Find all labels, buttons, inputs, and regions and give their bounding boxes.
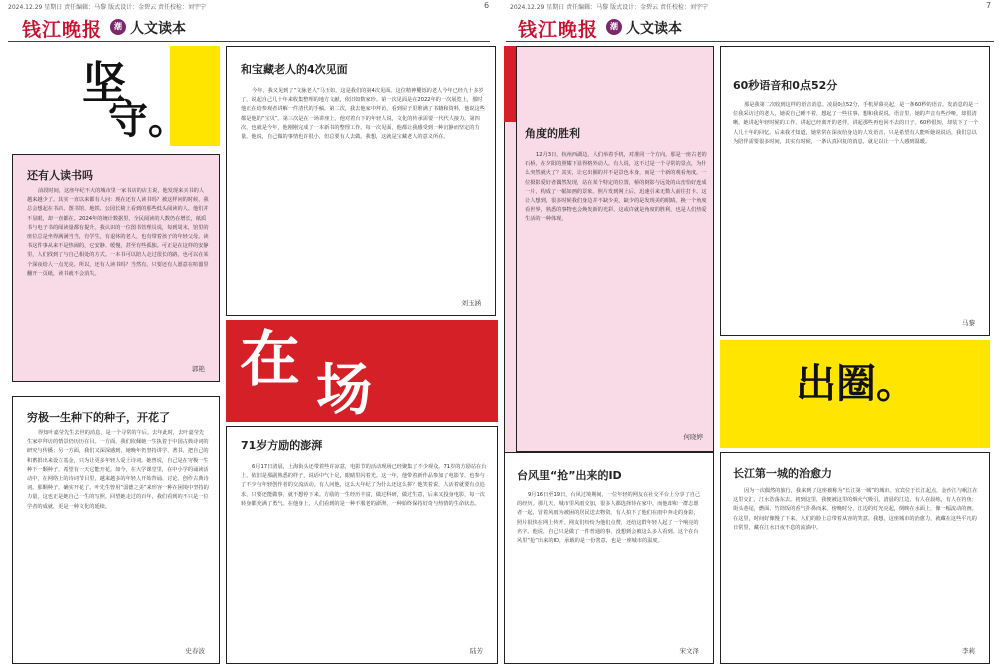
article-seed-title: 穷极一生种下的种子，开花了 (27, 411, 170, 424)
article-voice (720, 46, 990, 336)
right-brand-logo: 钱江晚报 (518, 19, 599, 41)
article-old-man-author: 刘玉涵 (461, 299, 481, 307)
article-old-man (226, 46, 496, 316)
article-kite (720, 452, 990, 664)
article-perspective (516, 46, 714, 452)
right-section-badge-icon: 潮 (606, 19, 622, 35)
left-section-title: 人文读本 (130, 21, 186, 37)
article-seed (12, 396, 220, 664)
big-word-zai: 在 (240, 325, 300, 395)
left-page-header: 2024.12.29 星期日 责任编辑：马黎 版式设计：金碧云 责任校检：刘宇宁 (8, 4, 206, 11)
article-perspective-body: 12月3日，杭州西湖边，人们举着手机，对准同一个方向。那是一座古老的石桥，在夕阳的照耀下显得格外动人。有人说，这不过是一个寻常的景点，为什么突然就火了？其实，让它出圈的并不是景色本身，而是一个新的观看角度。一位摄影爱好者偶然发现，站在某个特定的位置，桥的倒影与远处的山峦恰好连成一片，构成了一幅如画的景象。照片发到网上后，迅速引来无数人前往打卡。这让人想到，很多时候我们身边并不缺少美，缺少的是发现美的眼睛。换一个角度看世界，熟悉的事物也会焕发新的光彩。这或许就是角度的胜利，也是人们热爱生活的一种体现。 (525, 152, 707, 223)
article-typhoon-title: 台风里“抢”出来的ID (517, 469, 622, 482)
article-horn-title: 71岁方励的澎湃 (241, 439, 323, 452)
article-seed-body: 得知叶嘉莹先生去世的消息，是一个寻常的午后。去年此时，去叶嘉莹先生家中拜访的情景仍历历在目。一方面，我们钦佩她一生执着于中国古典诗词的研究与传播；另一方面，我们又深深感到，她晚年仍坚持讲学、著书，把自己的积蓄捐出来设立基金，只为让更多年轻人爱上诗词。她曾说，自己是在穷极一生种下一颗种子，希望有一天它能开花。如今，在大学课堂里，在中小学的诵读活动中，在网络上的诗词节目里，越来越多的年轻人开始背诵、讨论、创作古典诗词。那颗种子，确实开花了。叶先生曾用“弱德之美”来形容一种在困境中坚持的力量，这也正是她自己一生的写照。回望她走过的百年，我们看到的不只是一位学者的成就，更是一种文化的延续。 (27, 430, 209, 510)
right-page-header: 2024.12.29 星期日 责任编辑：马黎 版式设计：金碧云 责任校检：刘宇宁 (510, 4, 708, 11)
article-voice-title: 60秒语音和0点52分 (733, 79, 838, 92)
big-word-jian: 坚 (82, 58, 126, 109)
article-voice-author: 马黎 (962, 319, 975, 327)
left-header-rule (8, 41, 490, 42)
article-perspective-author: 何晓婷 (683, 433, 703, 441)
article-readers (12, 154, 220, 382)
right-header-rule (506, 41, 994, 42)
article-readers-body: 前段时间，这座年纪不大的城市里一家书店的店主说，他发现来买书的人越来越少了。其实一直以来都有人问：现在还有人读书吗？被这样问的时候，我总会想起在书店、图书馆、地铁、公园长椅上看到的那些低头阅读的人。他们并不显眼，却一直都在。2024年的统计数据里，全民阅读的人数仍在增长，纸质书与电子书的阅读量都有提升。我认识的一位图书管理员说，每到周末，馆里的座位总是坐得满满当当，有学生，有退休的老人，也有带着孩子的年轻父母。读书这件事从来不是热闹的，它安静、缓慢，甚至有些孤独。可正是在这样的安静里，人们找到了与自己相处的方式。一本书可以陪人走过很长的路，也可以在某个深夜给人一点光亮。所以，还有人读书吗？当然有。只要还有人愿意在喧嚣里翻开一页纸，读书就不会消失。 (27, 188, 209, 277)
left-page-number: 6 (484, 1, 490, 10)
right-red-strip (504, 46, 516, 122)
article-typhoon-author: 宋文泽 (679, 647, 699, 655)
article-kite-body: 因为一次偶然的旅行，我来到了这座被称为“长江第一城”的城市。宜宾位于长江起点，金沙江与岷江在这里交汇，江水浩荡东去。初到这里，我便被这里的烟火气吸引。清晨的江边，有人在晨练，有人在钓鱼；街头巷尾，燃面、竹筒饭的香气扑鼻而来。傍晚时分，江边的灯光亮起，倒映在水面上，像一幅流动的画。在这里，时间好像慢了下来，人们的脸上总带着从容的笑意。我想，这座城市的治愈力，就藏在这些平凡的日常里，藏在江水日夜不息的流淌中。 (733, 488, 978, 531)
article-readers-title: 还有人读书吗 (27, 169, 93, 182)
article-perspective-title: 角度的胜利 (525, 127, 580, 140)
article-kite-title: 长江第一城的治愈力 (733, 467, 832, 480)
big-word-chuquan: 出圈。 (796, 360, 916, 407)
left-brand-logo: 钱江晚报 (22, 19, 103, 41)
article-horn-body: 6月17日清晨，上海街头还带着些许凉意，电影节的活动现场已经聚集了不少观众。71岁的方励站在台上，依旧是那副熟悉的样子，说话中气十足，眼睛里闪着光。这一年，他带着新作品参加了电影节，也参与了不少与年轻创作者的交流活动。有人问他，这么大年纪了为什么还这么拼？他笑着说，人活着就要有点追求，只要还能做事，就不想停下来。方励的一生经历丰富，做过科研，做过生意，后来又投身电影，每一次转身都充满了勇气。在他身上，人们看到的是一种不服老的澎湃，一种始终保持好奇与热情的生命状态。 (241, 464, 487, 507)
article-horn-author: 陆芳 (470, 647, 483, 655)
big-word-shou: 守。 (108, 96, 188, 143)
article-typhoon-body: 9月16日至19日，台风过境期间，一位年轻的网友在社交平台上分享了自己的经历。那几天，城市里风雨交加，很多人都选择待在家中。而他却和一群志愿者一起，冒着风雨为被困的居民送去物资。有人拍下了他们在雨中奔走的身影，照片很快在网上传开。网友们纷纷为他们点赞，还给这群年轻人起了一个响亮的名字。他说，自己只是做了一件普通的事，没想到会被这么多人看到。这个在台风里“抢”出来的ID，承载的是一份善意，也是一座城市的温度。 (517, 492, 701, 545)
big-word-chang: 场 (316, 357, 372, 423)
article-seed-author: 史春波 (185, 647, 205, 655)
right-pink-panel (504, 122, 516, 452)
article-readers-author: 郭艳 (192, 365, 205, 373)
article-voice-body: 那是我第二次收到这样的语音消息。凌晨0点52分，手机屏幕亮起，是一条60秒的语音。发消息的是一位我采访过的老人，她说自己睡不着，想起了一些往事，想和我说说。语音里，她的声音有些沙哑，却很清晰。她讲起年轻时候的工作，讲起已经离开的老伴，讲起那些再也回不去的日子。60秒很短，却装下了一个人几十年的回忆。后来我才知道，她常常在深夜给身边的人发语音，只是希望有人能听她说说话。我们总以为陪伴需要很多时间，其实有时候，一条认真回复的消息，就足以让一个人感到温暖。 (733, 102, 979, 145)
article-horn (226, 426, 498, 664)
right-section-title: 人文读本 (626, 21, 682, 37)
article-old-man-title: 和宝藏老人的4次见面 (241, 63, 348, 76)
article-old-man-body: 今年，我又见到了“文脉老人”马玉如。这是我们的第4次见面。这位精神矍铄的老人今年已经九十多岁了，说起自己几十年来收集整理的地方文献，依旧如数家珍。第一次见面是在2022年的一次展览上，那时他正在给参观者讲解一件清代的手稿。第二次，我去他家中拜访，看到屋子里堆满了书籍和资料，他说这些都是他的“宝贝”。第三次是在一场讲座上，他对着台下的年轻人说，文化的传承需要一代代人接力。第四次，也就是今年，他刚刚完成了一本新书的整理工作。每一次见面，他都让我感受到一种沉静而坚定的力量。他说，自己做的事情也许很小，但总要有人去做。我想，这就是宝藏老人的意义所在。 (241, 88, 485, 141)
right-page-number: 7 (986, 1, 992, 10)
left-section-badge-icon: 潮 (110, 19, 126, 35)
article-typhoon (504, 452, 714, 664)
article-kite-author: 李莉 (962, 647, 975, 655)
